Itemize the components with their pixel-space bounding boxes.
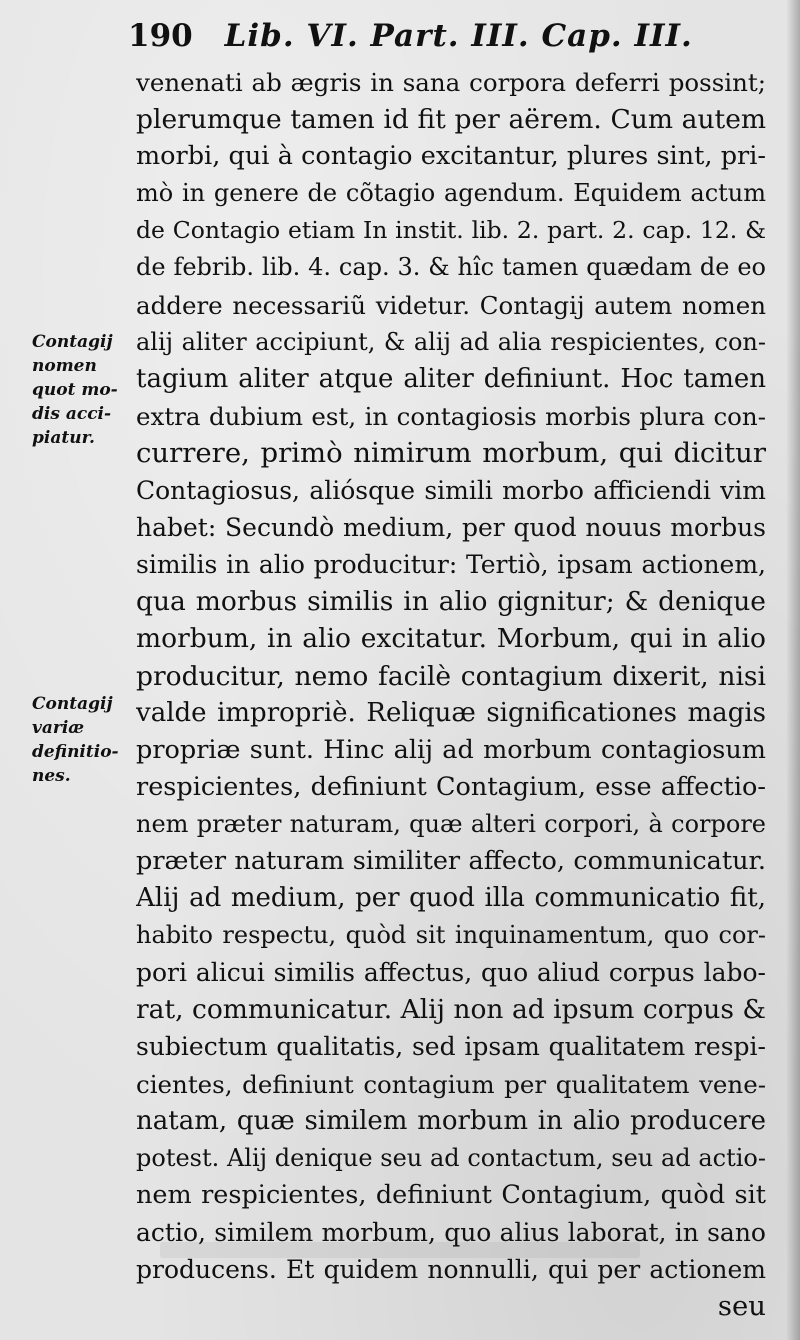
margin-note-line: nes. — [32, 766, 71, 786]
text-line: morbi, qui à contagio excitantur, plures sint, pri- — [136, 141, 766, 172]
text-line: alij aliter accipiunt, & alij ad alia respicientes, con- — [136, 327, 766, 356]
text-line: Alij ad medium, per quod illa communicatio fit, — [136, 883, 766, 914]
margin-note-contagij-nomen — [32, 330, 132, 450]
text-line: subiectum qualitatis, sed ipsam qualitatem respi- — [136, 1032, 766, 1062]
text-line: pori alicui similis affectus, quo aliud corpus labo- — [136, 958, 766, 988]
text-line: qua morbus similis in alio gignitur; & denique — [136, 586, 766, 618]
text-line: de febrib. lib. 4. cap. 3. & hîc tamen quædam de eo — [136, 253, 766, 282]
margin-note-line: piatur. — [32, 428, 95, 448]
text-line: habet: Secundò medium, per quod nouus morbus — [136, 513, 766, 543]
margin-note-contagij-definitiones — [32, 692, 132, 788]
text-line: natam, quæ similem morbum in alio producere — [136, 1105, 766, 1136]
text-line: propriæ sunt. Hinc alij ad morbum contagiosum — [136, 734, 766, 765]
text-line: valde impropriè. Reliquæ significationes magis — [136, 697, 766, 728]
text-line: nem præter naturam, quæ alteri corpori, à corpore — [136, 809, 766, 838]
text-line: Contagiosus, aliósque simili morbo afficiendi vim — [136, 476, 766, 506]
text-line: addere necessariũ videtur. Contagij autem nomen — [136, 290, 766, 320]
margin-note-line: Contagij — [32, 332, 113, 352]
margin-note-line: nomen — [32, 356, 97, 376]
text-line: respicientes, definiunt Contagium, esse affectio- — [136, 771, 766, 802]
text-line: habito respectu, quòd sit inquinamentum, quo cor- — [136, 921, 766, 950]
text-line: plerumque tamen id fit per aërem. Cum autem — [136, 104, 766, 136]
text-line: nem respicientes, definiunt Contagium, quòd sit — [136, 1179, 766, 1210]
text-line: similis in alio producitur: Tertiò, ipsam actionem, — [136, 550, 766, 580]
text-line: potest. Alij denique seu ad contactum, seu ad actio- — [136, 1143, 766, 1172]
text-line: venenati ab ægris in sana corpora deferri possint; — [136, 68, 766, 97]
margin-note-line: definitio- — [32, 742, 119, 762]
catchword: seu — [717, 1290, 766, 1323]
running-head: Lib. VI. Part. III. Cap. III. — [224, 18, 693, 54]
text-line: cientes, definiunt contagium per qualitatem vene- — [136, 1069, 766, 1099]
bleed-through-shadow — [160, 1242, 640, 1258]
text-line: de Contagio etiam In instit. lib. 2. part. 2. cap. 12. & — [136, 216, 766, 245]
page-edge-shadow — [786, 0, 800, 1340]
margin-note-line: variæ — [32, 718, 85, 738]
text-line: currere, primò nimirum morbum, qui dicitur — [136, 436, 766, 469]
text-line: extra dubium est, in contagiosis morbis plura con- — [136, 401, 766, 431]
margin-note-line: quot mo- — [32, 380, 118, 400]
text-line: actio, similem morbum, quo alius laborat, in sano — [136, 1217, 766, 1247]
text-line: tagium aliter atque aliter definiunt. Hoc tamen — [136, 363, 766, 394]
margin-note-line: dis acci- — [32, 404, 112, 424]
page-header — [128, 18, 768, 58]
text-line: rat, communicatur. Alij non ad ipsum corpus & — [136, 994, 766, 1026]
text-line: morbum, in alio excitatur. Morbum, qui in alio — [136, 623, 766, 655]
text-line: producitur, nemo facilè contagium dixerit, nisi — [136, 660, 766, 692]
text-line: producens. Et quidem nonnulli, qui per actionem — [136, 1255, 766, 1284]
text-line: mò in genere de cõtagio agendum. Equidem actum — [136, 179, 766, 208]
body-text — [136, 64, 766, 1325]
margin-note-line: Contagij — [32, 694, 113, 714]
page-number: 190 — [128, 18, 193, 54]
text-line: præter naturam similiter affecto, communicatur. — [136, 845, 766, 876]
